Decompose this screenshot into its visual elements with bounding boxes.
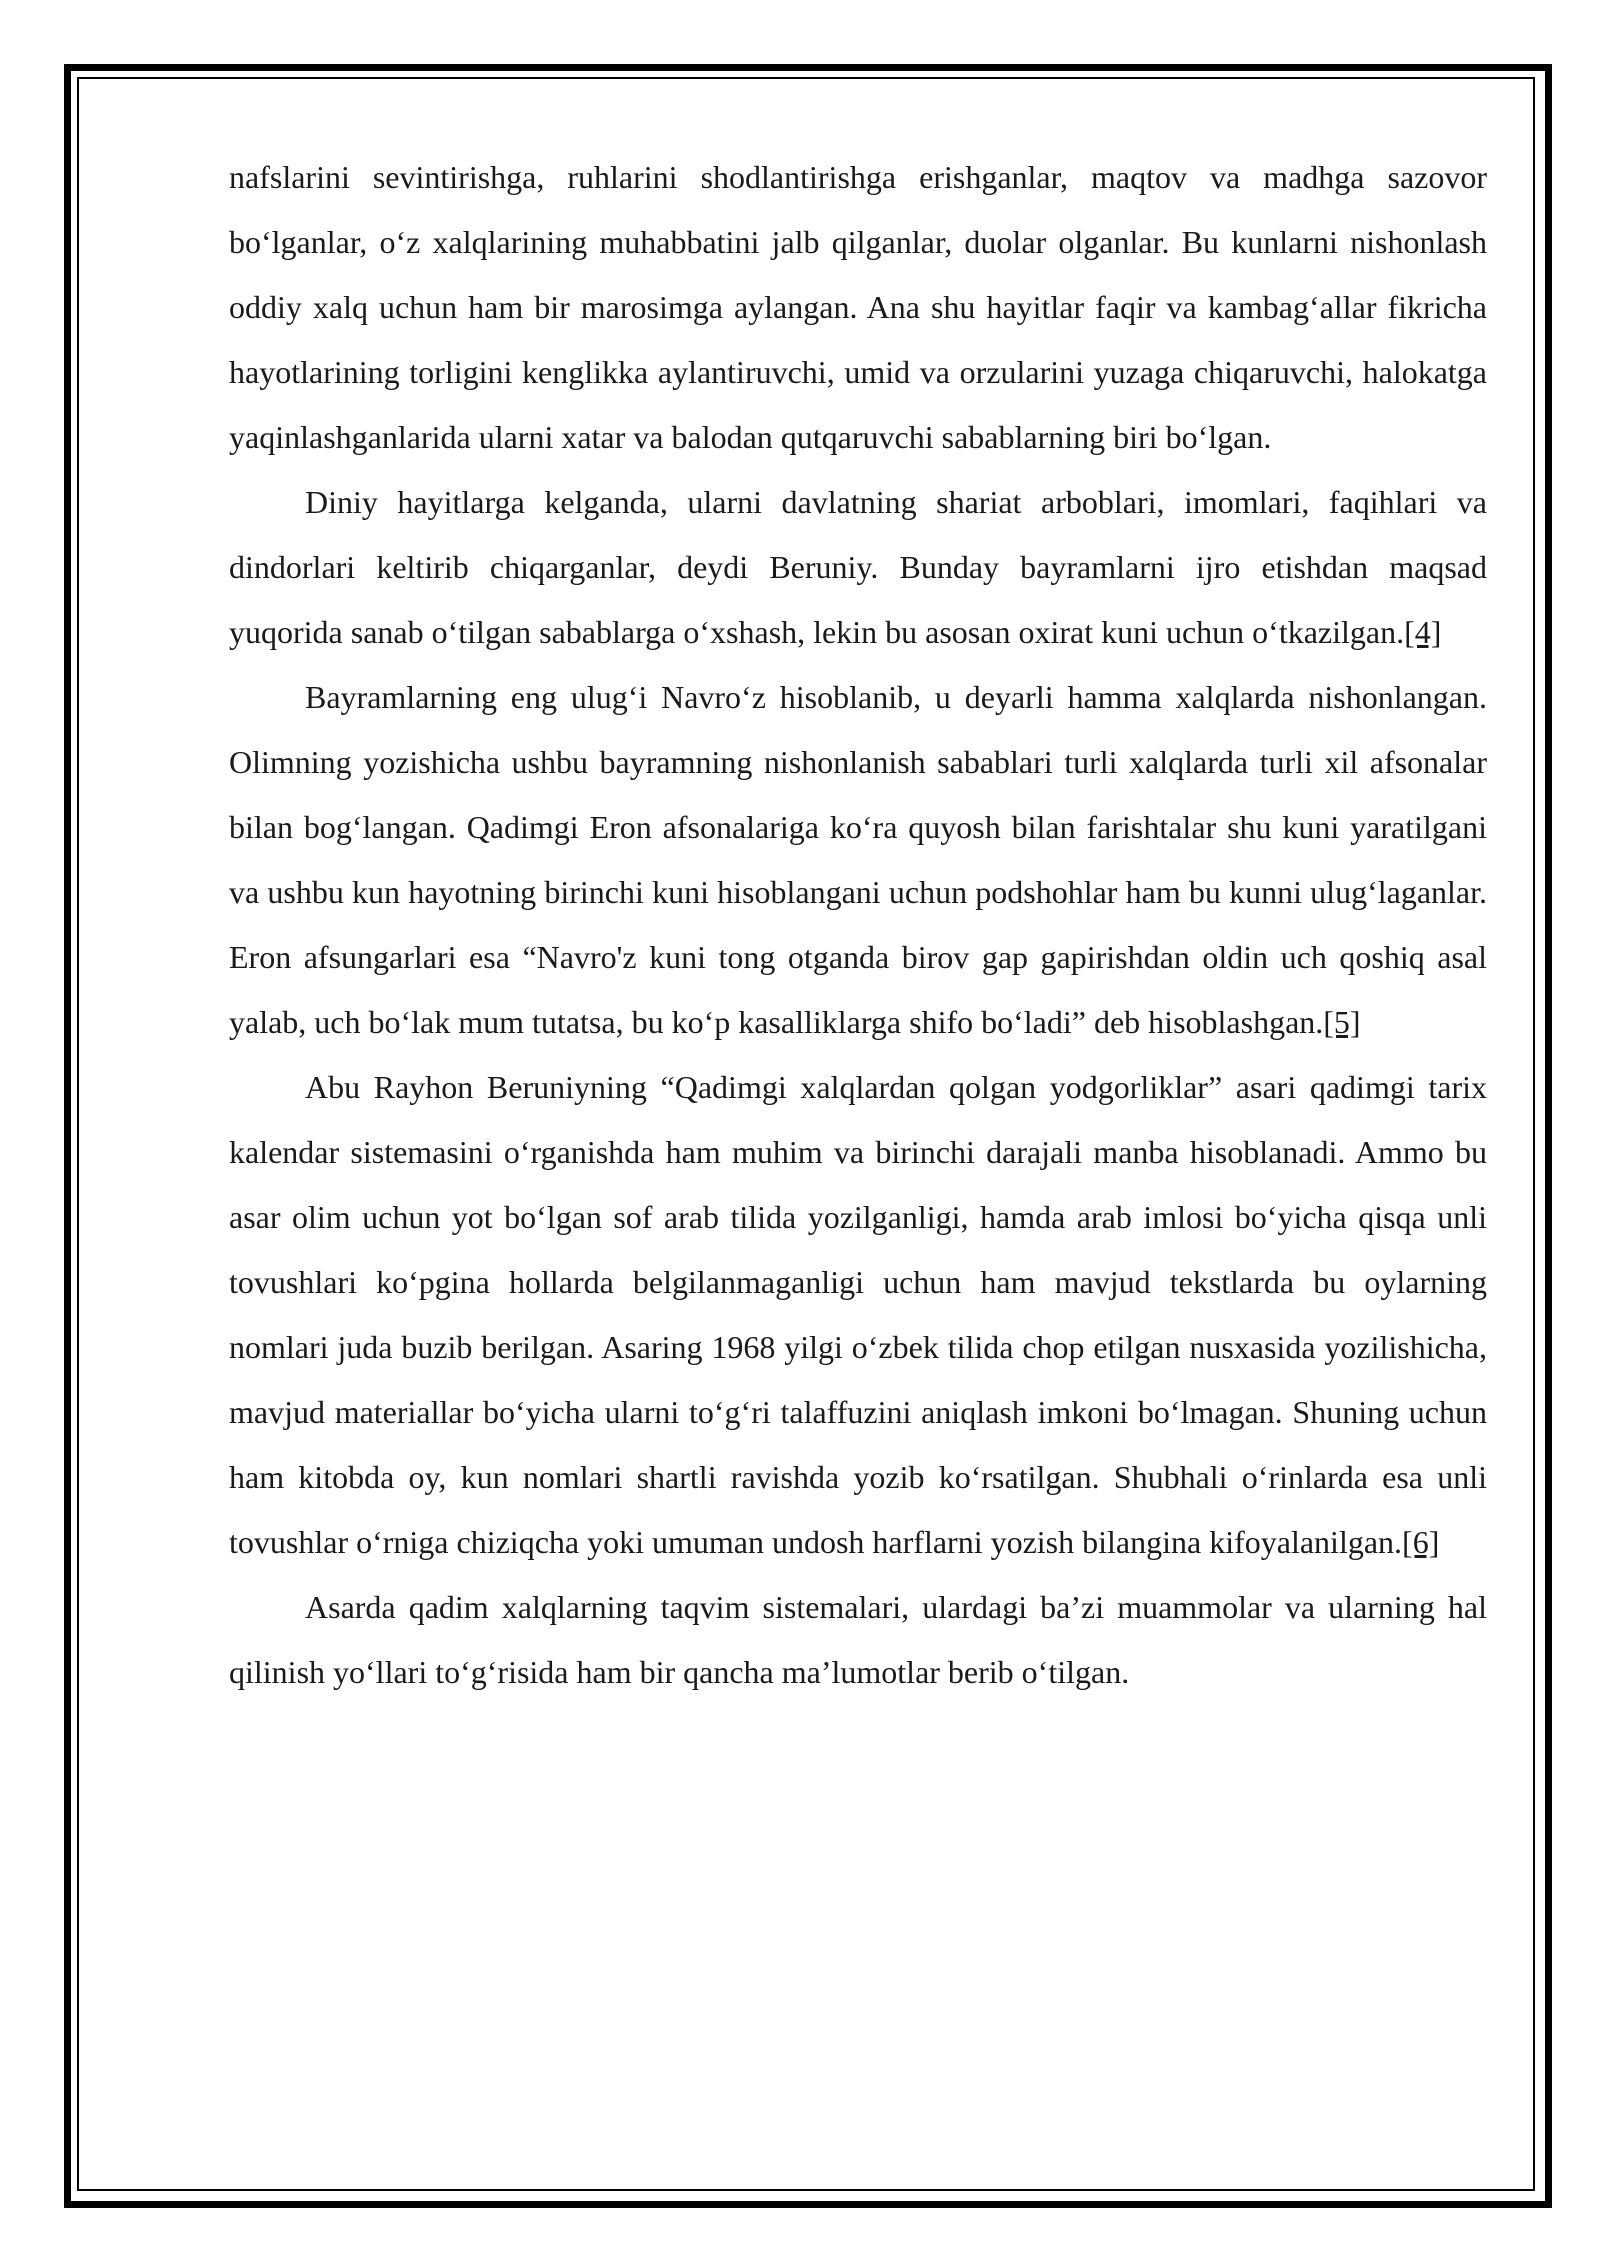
paragraph	[229, 145, 1487, 470]
paragraph	[229, 470, 1487, 665]
footnote-link[interactable]: [6]	[1402, 1524, 1440, 1560]
paragraph-text: Abu Rayhon Beruniyning “Qadimgi xalqlardan qolgan yodgorliklar” asari qadimgi tarix kalendar sistemasini o‘rganishda ham muhim va birinchi darajali manba hisoblanadi. Ammo bu asar olim uchun yot bo‘lgan sof arab tilida yozilganligi, hamda arab imlosi bo‘yicha qisqa unli tovushlari ko‘pgina hollarda belgilanmaganligi uchun ham mavjud tekstlarda bu oylarning nomlari juda buzib berilgan. Asaring 1968 yilgi o‘zbek tilida chop etilgan nusxasida yozilishicha, mavjud materiallar bo‘yicha ularni to‘g‘ri talaffuzini aniqlash imkoni bo‘lmagan. Shuning uchun ham kitobda oy, kun nomlari shartli ravishda yozib ko‘rsatilgan. Shubhali o‘rinlarda esa unli tovushlar o‘rniga chiziqcha yoki umuman undosh harflarni yozish bilangina kifoyalanilgan.	[229, 1069, 1487, 1560]
footnote-link[interactable]: [4]	[1404, 614, 1442, 650]
paragraph-text: Bayramlarning eng ulug‘i Navro‘z hisoblanib, u deyarli hamma xalqlarda nishonlangan. Olimning yozishicha ushbu bayramning nishonlanish sabablari turli xalqlarda turli xil afsonalar bilan bog‘langan. Qadimgi Eron afsonalariga ko‘ra quyosh bilan farishtalar shu kuni yaratilgani va ushbu kun hayotning birinchi kuni hisoblangani uchun podshohlar ham bu kunni ulug‘laganlar. Eron afsungarlari esa “Navro'z kuni tong otganda birov gap gapirishdan oldin uch qoshiq asal yalab, uch bo‘lak mum tutatsa, bu ko‘p kasalliklarga shifo bo‘ladi” deb hisoblashgan.	[229, 679, 1487, 1040]
paragraph	[229, 1575, 1487, 1705]
document-body	[229, 145, 1487, 1705]
footnote-link[interactable]: [5]	[1323, 1004, 1361, 1040]
paragraph-text: nafslarini sevintirishga, ruhlarini shodlantirishga erishganlar, maqtov va madhga sazovor bo‘lganlar, o‘z xalqlarining muhabbatini jalb qilganlar, duolar olganlar. Bu kunlarni nishonlash oddiy xalq uchun ham bir marosimga aylangan. Ana shu hayitlar faqir va kambag‘allar fikricha hayotlarining torligini kenglikka aylantiruvchi, umid va orzularini yuzaga chiqaruvchi, halokatga yaqinlashganlarida ularni xatar va balodan qutqaruvchi sabablarning biri bo‘lgan.	[229, 159, 1487, 455]
paragraph	[229, 665, 1487, 1055]
paragraph	[229, 1055, 1487, 1575]
paragraph-text: Asarda qadim xalqlarning taqvim sistemalari, ulardagi ba’zi muammolar va ularning hal qilinish yo‘llari to‘g‘risida ham bir qancha ma’lumotlar berib o‘tilgan.	[229, 1589, 1487, 1690]
paragraph-text: Diniy hayitlarga kelganda, ularni davlatning shariat arboblari, imomlari, faqihlari va dindorlari keltirib chiqarganlar, deydi Beruniy. Bunday bayramlarni ijro etishdan maqsad yuqorida sanab o‘tilgan sabablarga o‘xshash, lekin bu asosan oxirat kuni uchun o‘tkazilgan.	[229, 484, 1487, 650]
